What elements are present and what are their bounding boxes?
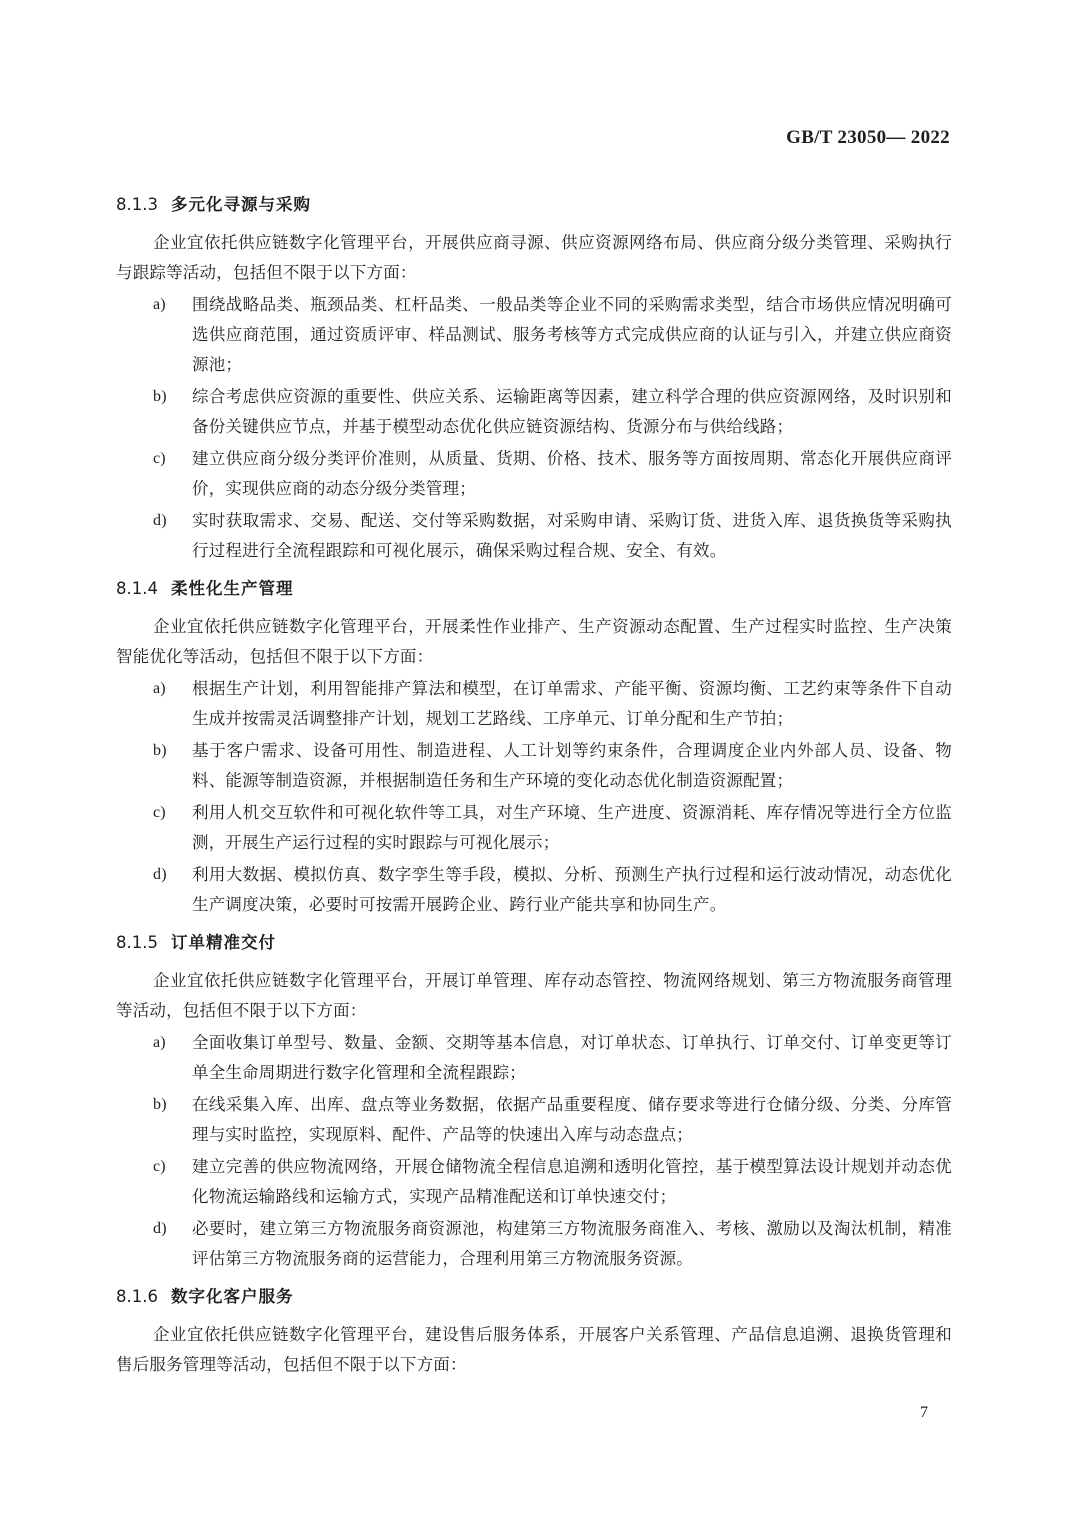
list-item-text: 围绕战略品类、瓶颈品类、杠杆品类、一般品类等企业不同的采购需求类型，结合市场供应情况明确可选供应商范围，通过资质评审、样品测试、服务考核等方式完成供应商的认证与引入，并建立供应商资源池； (192, 295, 952, 374)
list-item (116, 1214, 952, 1274)
list-marker: d) (153, 1220, 167, 1237)
list-item (116, 798, 952, 858)
list-item-text: 利用大数据、模拟仿真、数字孪生等手段，模拟、分析、预测生产执行过程和运行波动情况，动态优化生产调度决策，必要时可按需开展跨企业、跨行业产能共享和协同生产。 (192, 865, 952, 914)
section-number: 8.1.3 (116, 195, 158, 214)
list-item (116, 1090, 952, 1150)
list-marker: b) (153, 388, 167, 405)
section-intro: 企业宜依托供应链数字化管理平台，开展供应商寻源、供应资源网络布局、供应商分级分类管理、采购执行与跟踪等活动，包括但不限于以下方面： (116, 233, 952, 282)
list-item-text: 综合考虑供应资源的重要性、供应关系、运输距离等因素，建立科学合理的供应资源网络，及时识别和备份关键供应节点，并基于模型动态优化供应链资源结构、货源分布与供给线路； (192, 387, 952, 436)
section-intro: 企业宜依托供应链数字化管理平台，开展柔性作业排产、生产资源动态配置、生产过程实时监控、生产决策智能优化等活动，包括但不限于以下方面： (116, 617, 952, 666)
list-marker: d) (153, 866, 167, 883)
list-marker: a) (153, 296, 166, 313)
document-body (116, 190, 952, 1388)
section-8-1-4 (116, 574, 952, 920)
section-number: 8.1.5 (116, 933, 158, 952)
list-item (116, 290, 952, 380)
list-marker: c) (153, 450, 166, 467)
list-item (116, 506, 952, 566)
list-item (116, 736, 952, 796)
list-marker: b) (153, 1096, 167, 1113)
list-marker: b) (153, 742, 167, 759)
list-item (116, 674, 952, 734)
list-item-text: 根据生产计划，利用智能排产算法和模型，在订单需求、产能平衡、资源均衡、工艺约束等条件下自动生成并按需灵活调整排产计划，规划工艺路线、工序单元、订单分配和生产节拍； (192, 679, 952, 728)
section-title: 数字化客户服务 (171, 1287, 294, 1306)
section-8-1-5 (116, 928, 952, 1274)
list-marker: a) (153, 1034, 166, 1051)
list-item-text: 基于客户需求、设备可用性、制造进程、人工计划等约束条件，合理调度企业内外部人员、设备、物料、能源等制造资源，并根据制造任务和生产环境的变化动态优化制造资源配置； (192, 741, 952, 790)
section-number: 8.1.6 (116, 1287, 158, 1306)
section-title: 多元化寻源与采购 (171, 195, 311, 214)
section-heading (116, 928, 952, 958)
list-item (116, 1152, 952, 1212)
section-heading (116, 190, 952, 220)
list-marker: d) (153, 512, 167, 529)
list-item (116, 860, 952, 920)
list-item-text: 全面收集订单型号、数量、金额、交期等基本信息，对订单状态、订单执行、订单交付、订单变更等订单全生命周期进行数字化管理和全流程跟踪； (192, 1033, 952, 1082)
list-item (116, 382, 952, 442)
list-marker: c) (153, 804, 166, 821)
section-heading (116, 574, 952, 604)
section-title: 柔性化生产管理 (171, 579, 294, 598)
section-8-1-3 (116, 190, 952, 566)
section-heading (116, 1282, 952, 1312)
list-marker: a) (153, 680, 166, 697)
list-item-text: 利用人机交互软件和可视化软件等工具，对生产环境、生产进度、资源消耗、库存情况等进行全方位监测，开展生产运行过程的实时跟踪与可视化展示； (192, 803, 952, 852)
list-item (116, 1028, 952, 1088)
section-8-1-6 (116, 1282, 952, 1380)
list-item-text: 建立完善的供应物流网络，开展仓储物流全程信息追溯和透明化管控，基于模型算法设计规划并动态优化物流运输路线和运输方式，实现产品精准配送和订单快速交付； (192, 1157, 952, 1206)
list-item-text: 建立供应商分级分类评价准则，从质量、货期、价格、技术、服务等方面按周期、常态化开展供应商评价，实现供应商的动态分级分类管理； (192, 449, 952, 498)
list-item-text: 在线采集入库、出库、盘点等业务数据，依据产品重要程度、储存要求等进行仓储分级、分类、分库管理与实时监控，实现原料、配件、产品等的快速出入库与动态盘点； (192, 1095, 952, 1144)
list-item-text: 实时获取需求、交易、配送、交付等采购数据，对采购申请、采购订货、进货入库、退货换货等采购执行过程进行全流程跟踪和可视化展示，确保采购过程合规、安全、有效。 (192, 511, 952, 560)
section-intro: 企业宜依托供应链数字化管理平台，建设售后服务体系，开展客户关系管理、产品信息追溯、退换货管理和售后服务管理等活动，包括但不限于以下方面： (116, 1325, 952, 1374)
list-item (116, 444, 952, 504)
page-number: 7 (920, 1404, 928, 1421)
list-marker: c) (153, 1158, 166, 1175)
list-item-text: 必要时，建立第三方物流服务商资源池，构建第三方物流服务商准入、考核、激励以及淘汰机制，精准评估第三方物流服务商的运营能力，合理利用第三方物流服务资源。 (192, 1219, 952, 1268)
section-title: 订单精准交付 (171, 933, 276, 952)
standard-code: GB/T 23050— 2022 (786, 127, 950, 148)
section-intro: 企业宜依托供应链数字化管理平台，开展订单管理、库存动态管控、物流网络规划、第三方物流服务商管理等活动，包括但不限于以下方面： (116, 971, 952, 1020)
section-number: 8.1.4 (116, 579, 158, 598)
